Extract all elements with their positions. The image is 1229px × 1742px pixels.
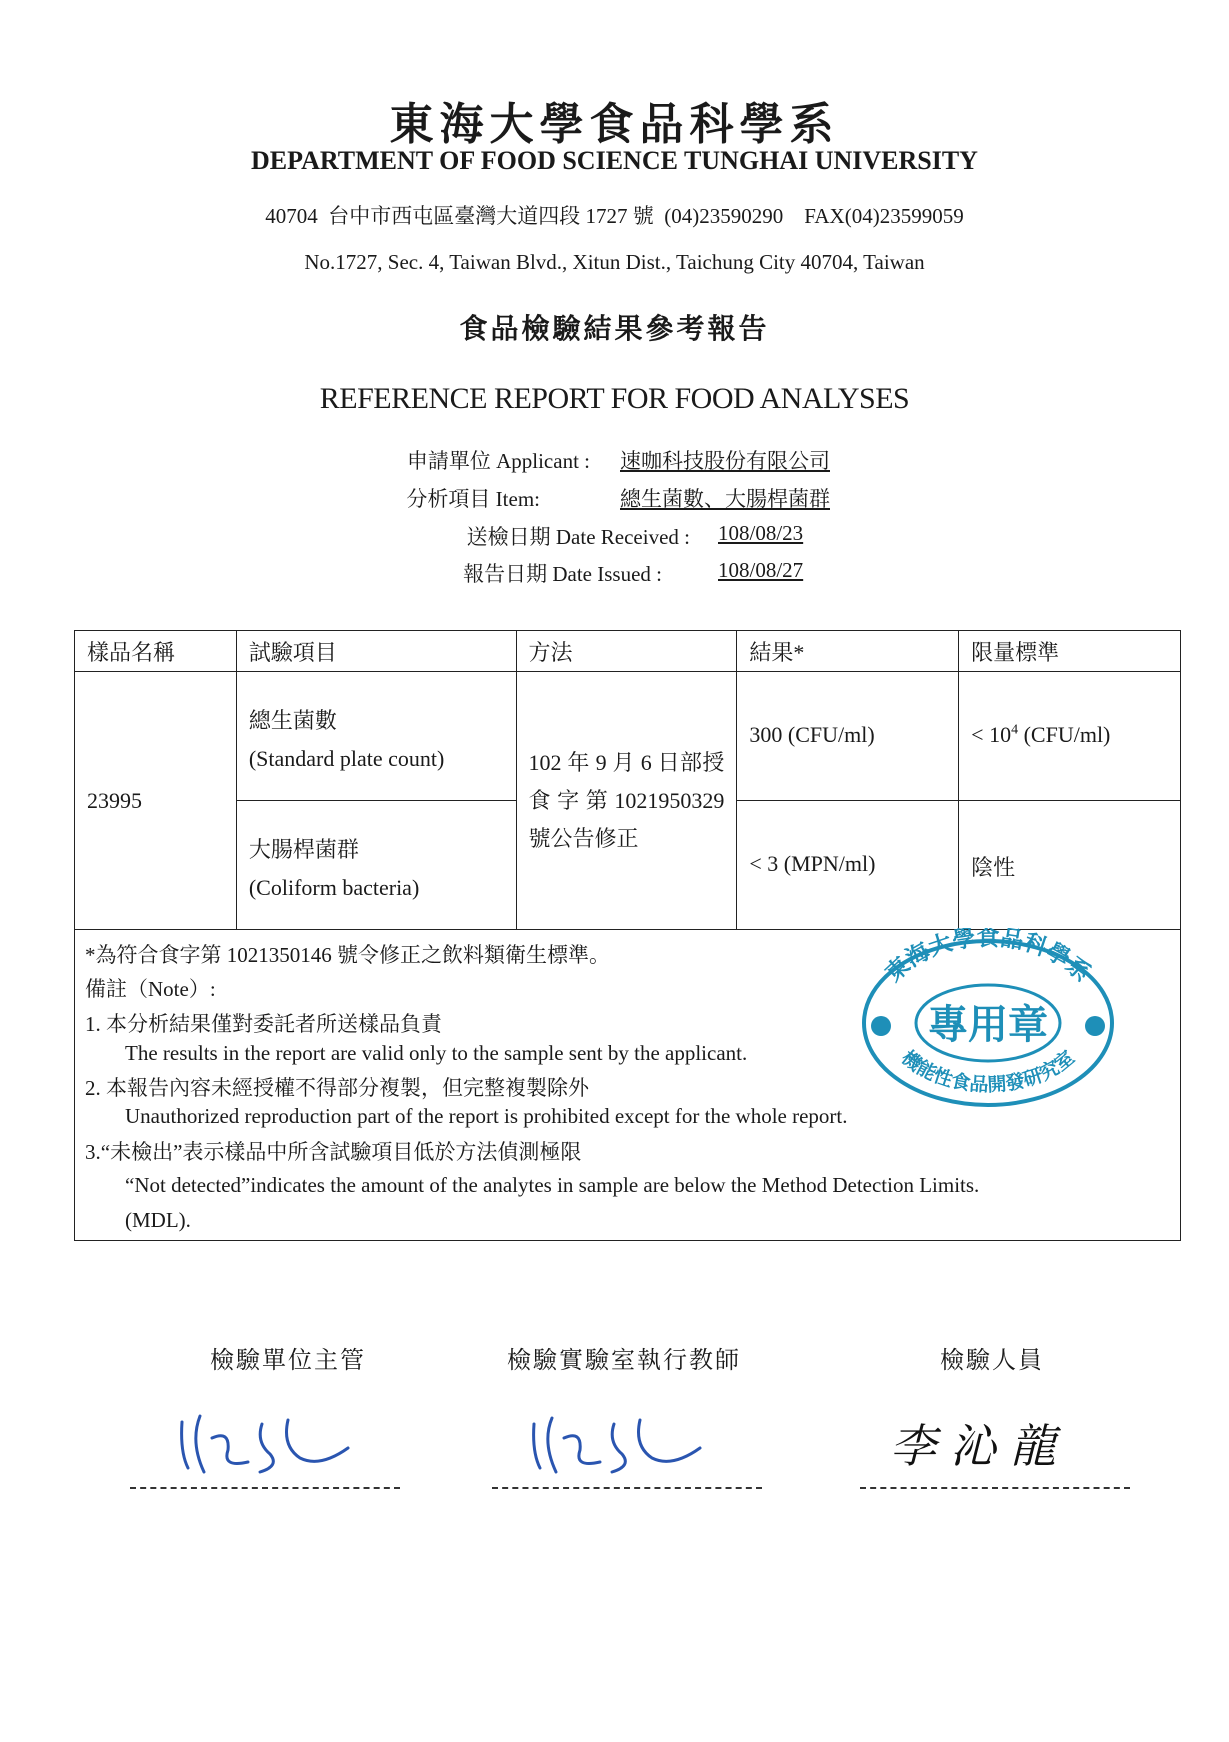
header-result: 結果* [737,631,959,672]
supervisor-signature-line [130,1487,400,1489]
stamp-bottom-text [897,1046,1079,1096]
university-title-zh: 東海大學食品科學系 [389,99,840,150]
note-2-zh: 2. 本報告內容未經授權不得部分複製，但完整複製除外 [85,1076,589,1100]
header-test-item: 試驗項目 [236,631,516,672]
note-3-en: “Not detected”indicates the amount of the analytes in sample are below the Method Detection Limits. [125,1173,980,1197]
note-3-zh: 3.“未檢出”表示樣品中所含試驗項目低於方法偵測極限 [85,1140,582,1164]
sample-name: 23995 [87,787,142,813]
header-limit: 限量標準 [959,631,1181,672]
limit-cell [959,672,1181,801]
address-en: No.1727, Sec. 4, Taiwan Blvd., Xitun Dist., Taichung City 40704, Taiwan [304,250,925,274]
stamp-bottom-text-path: 機能性食品開發研究室 [897,1046,1079,1097]
results-table [74,630,1181,930]
header-sample-name: 樣品名稱 [75,631,237,672]
stamp-icon [858,928,1118,1108]
limit-unit: (CFU/ml) [1023,722,1111,747]
header-method: 方法 [516,631,737,672]
staff-label: 檢驗人員 [940,1346,1044,1374]
limit-value: 陰性 [971,855,1016,880]
test-item-cell [236,672,516,801]
staff-signature: 李沁龍 [890,1419,1070,1473]
test-item-zh: 總生菌數 [248,708,337,733]
report-title-zh: 食品檢驗結果參考報告 [459,312,770,345]
result-cell [737,672,959,801]
table-header-row [75,631,1181,672]
supervisor-signature [170,1402,370,1486]
test-item-en: (Standard plate count) [248,746,445,771]
test-item-en: (Coliform bacteria) [248,875,420,900]
result-value: 300 (CFU/ml) [749,722,875,747]
item-value: 總生菌數、大腸桿菌群 [620,487,830,511]
date-received-label: 送檢日期 Date Received : [466,525,690,549]
report-title-en: REFERENCE REPORT FOR FOOD ANALYSES [319,382,910,415]
item-label: 分析項目 Item: [406,487,540,511]
date-received-value: 108/08/23 [718,521,804,545]
teacher-signature [522,1402,722,1486]
note-2-en: Unauthorized reproduction part of the report is prohibited except for the whole report. [125,1104,848,1128]
table-row [75,672,1181,801]
limit-exponent: 4 [1011,722,1019,738]
footnote: *為符合食字第 1021350146 號令修正之飲料類衛生標準。 [85,943,610,967]
stamp-outer-text-path: 東海大學食品科學系 [880,928,1096,988]
teacher-signature-line [492,1487,762,1489]
limit-prefix: < 10 [971,722,1012,747]
supervisor-label: 檢驗單位主管 [210,1346,366,1374]
notes-heading: 備註（Note）: [85,977,216,1001]
stamp-outer-text [881,928,1096,987]
note-1-zh: 1. 本分析結果僅對委託者所送樣品負責 [85,1012,442,1036]
date-issued-value: 108/08/27 [718,558,804,582]
note-1-en: The results in the report are valid only to the sample sent by the applicant. [125,1041,748,1065]
result-value: < 3 (MPN/ml) [749,851,876,876]
applicant-label: 申請單位 Applicant : [406,449,590,473]
address-zh: 40704 台中市西屯區臺灣大道四段 1727 號 (04)23590290 FAX(04)23599059 [265,204,964,228]
method-cell [516,672,737,930]
official-stamp [858,928,1118,1108]
test-item-cell [236,801,516,930]
test-item-zh: 大腸桿菌群 [248,837,359,862]
staff-signature-line [860,1487,1130,1489]
sample-name-cell [75,672,237,930]
date-issued-label: 報告日期 Date Issued : [463,562,662,586]
note-3-en-cont: (MDL). [125,1208,191,1232]
stamp-center-text: 專用章 [928,1002,1048,1048]
applicant-value: 速咖科技股份有限公司 [620,449,830,473]
method-text: 102 年 9 月 6 日部授 食 字 第 1021950329 號公告修正 [528,749,725,851]
result-cell [737,801,959,930]
limit-cell [959,801,1181,930]
teacher-label: 檢驗實驗室執行教師 [507,1346,741,1374]
university-title-en: DEPARTMENT OF FOOD SCIENCE TUNGHAI UNIVERSITY [251,146,978,175]
